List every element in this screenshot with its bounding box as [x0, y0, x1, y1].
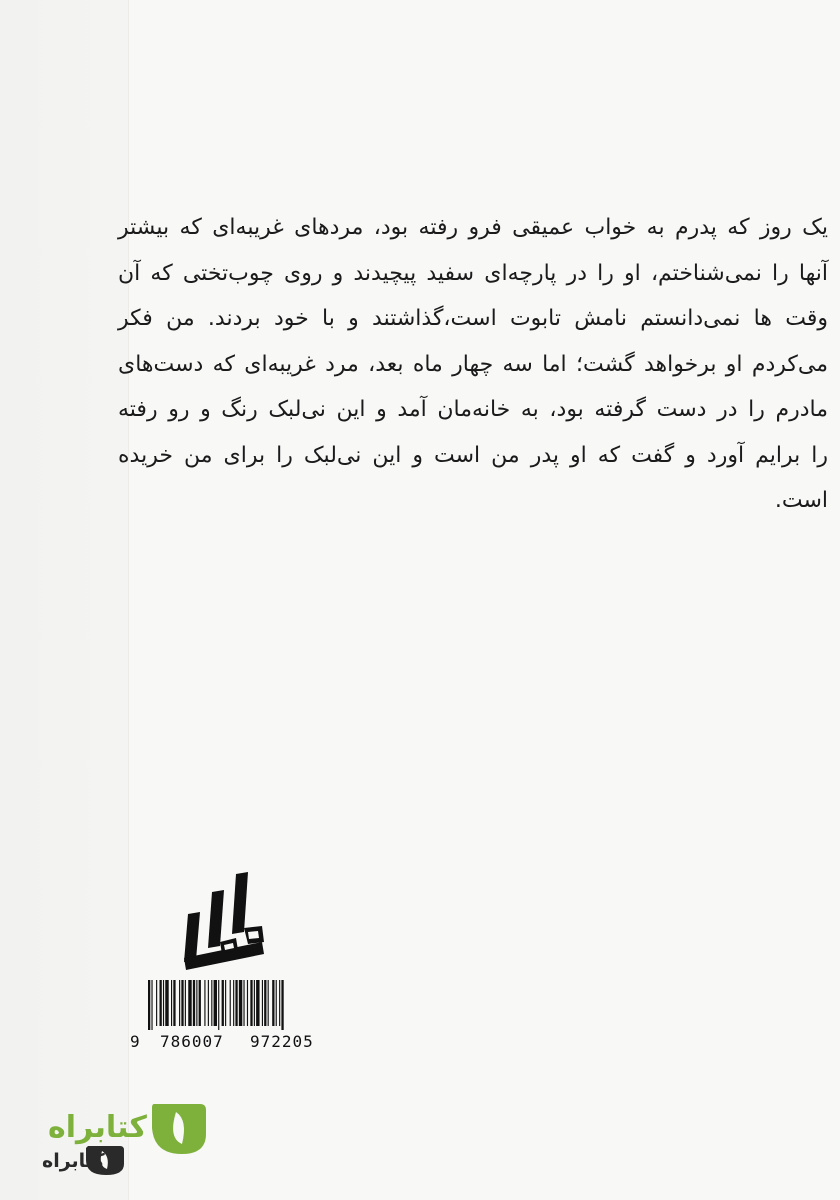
barcode-bar — [214, 980, 217, 1026]
barcode-bar — [254, 980, 255, 1026]
barcode-bar — [281, 980, 283, 1030]
barcode-bar — [276, 980, 277, 1026]
ketabrah-brand-text: کتابراه — [48, 1110, 147, 1145]
isbn-barcode — [146, 980, 336, 1030]
barcode-bar — [262, 980, 263, 1026]
barcode-bar — [247, 980, 248, 1026]
barcode-bar — [256, 980, 259, 1026]
isbn-group-2: 972205 — [250, 1032, 314, 1051]
barcode-bar — [230, 980, 231, 1026]
ketabrah-watermark — [38, 1092, 218, 1188]
barcode-bar — [272, 980, 274, 1026]
barcode-bar — [204, 980, 205, 1026]
barcode-bar — [165, 980, 168, 1026]
barcode-bar — [243, 980, 244, 1026]
blurb-text: یک روز که پدرم به خواب عمیقی فرو رفته بود، مردهای غریبه‌ای که بیشتر آنها را نمی‌شناختم، او را در پارچه‌ای سفید پیچیدند و روی چوب‌تختی که آن وقت ها نمی‌دانستم نامش تابوت است،گذاشتند و با خود بردند. من فکر می‌کردم او برخواهد گشت؛ اما سه چهار ماه بعد، مرد غریبه‌ای که دست‌های مادرم را در دست گرفته بود، به خانه‌مان آمد و این نی‌لبک رنگ و رو رفته را برایم آورد و گفت که او پدر من است و این نی‌لبک را برای من خریده است. — [118, 215, 828, 513]
barcode-bar — [179, 980, 180, 1026]
barcode-bar — [156, 980, 157, 1026]
isbn-number — [126, 1032, 336, 1054]
barcode-bar — [151, 980, 152, 1030]
barcode-bar — [188, 980, 191, 1026]
barcode-bar — [185, 980, 186, 1026]
barcode-bar — [148, 980, 150, 1030]
barcode-bar — [160, 980, 162, 1026]
barcode-bar — [181, 980, 183, 1026]
isbn-group-1: 786007 — [160, 1032, 224, 1051]
barcode-bar — [218, 980, 219, 1030]
isbn-prefix: 9 — [130, 1032, 141, 1051]
barcode-bar — [171, 980, 172, 1026]
barcode-bar — [193, 980, 195, 1026]
barcode-bar — [208, 980, 209, 1026]
barcode-bar — [199, 980, 201, 1026]
barcode-bar — [279, 980, 280, 1026]
barcode-bar — [163, 980, 164, 1026]
barcode-bar — [196, 980, 197, 1026]
barcode-bar — [211, 980, 212, 1026]
barcode-bar — [250, 980, 252, 1026]
barcode-bar — [173, 980, 175, 1026]
ketabrah-logo-icon — [146, 1098, 208, 1156]
barcode-bar — [235, 980, 237, 1026]
book-spine-edge — [0, 0, 129, 1200]
barcode-bar — [233, 980, 234, 1026]
barcode-bar — [264, 980, 266, 1026]
back-cover-blurb — [118, 205, 828, 524]
barcode-bar — [225, 980, 226, 1026]
barcode-bar — [222, 980, 224, 1026]
barcode-bar — [268, 980, 269, 1026]
publisher-logo — [178, 872, 268, 972]
ketabrah-brand-small-text: کتابراه — [42, 1150, 105, 1172]
barcode-bar — [239, 980, 242, 1026]
